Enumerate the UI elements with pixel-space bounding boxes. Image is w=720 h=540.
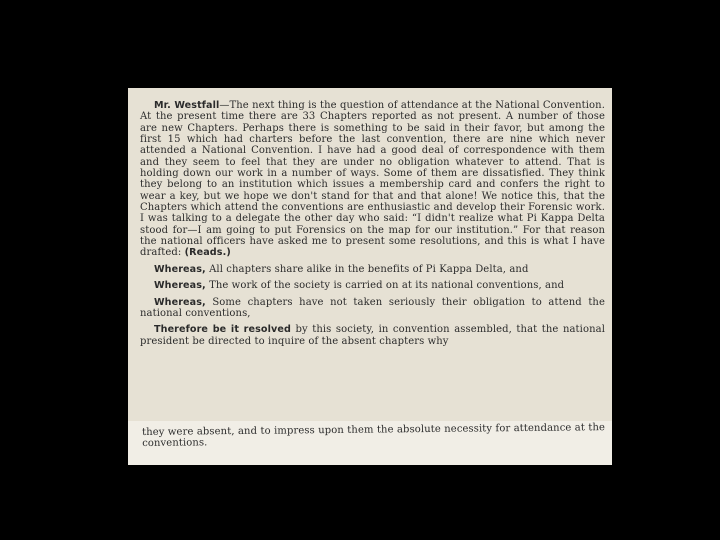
clipping-continuation-strip	[128, 421, 612, 465]
newspaper-clipping	[128, 88, 612, 421]
stage-note: (Reads.)	[184, 247, 231, 259]
resolution-3	[140, 297, 605, 320]
resolution-1-lead: Whereas,	[154, 263, 206, 275]
resolution-2	[140, 280, 605, 291]
resolution-2-lead: Whereas,	[154, 280, 206, 292]
resolution-3-lead: Whereas,	[154, 296, 206, 308]
speech-paragraph	[140, 100, 605, 259]
resolution-4-text: by this society, in convention assembled, that the national president be directed to inquire of the absent chapters why	[140, 324, 605, 347]
resolution-1	[140, 264, 605, 275]
resolution-3-text: Some chapters have not taken seriously their obligation to attend the national conventions,	[140, 296, 605, 319]
speech-text: —The next thing is the question of attendance at the National Convention. At the present time there are 33 Chapters reported as not present. A number of those are new Chapters. Perhaps there is something to be said in their favor, but among the first 15 which had charters before the last convention, there are nine which never attended a National Convention. I have had a good deal of correspondence with them and they seem to feel that they are under no obligation whatever to attend. That is holding down our work in a number of ways. Some of them are dissatisfied. They think they belong to an institution which issues a membership card and confers the right to wear a key, but we hope we don't stand for that and that alone! We notice this, that the Chapters which attend the conventions are enthusiastic and develop their Forensic work. I was talking to a delegate the other day who said: “I didn't realize what Pi Kappa Delta stood for—I am going to put Forensics on the map for our institution.” For that reason the national officers have asked me to present some resolutions, and this is what I have drafted:	[140, 100, 605, 259]
resolution-2-text: The work of the society is carried on at its national conventions, and	[205, 280, 565, 292]
resolution-1-text: All chapters share alike in the benefits of Pi Kappa Delta, and	[205, 263, 529, 275]
speaker-name: Mr. Westfall	[154, 100, 220, 111]
resolution-4-lead: Therefore be it resolved	[154, 324, 291, 336]
continuation-text: they were absent, and to impress upon them the absolute necessity for attendance at the conventions.	[142, 422, 606, 450]
resolution-4	[140, 324, 605, 347]
